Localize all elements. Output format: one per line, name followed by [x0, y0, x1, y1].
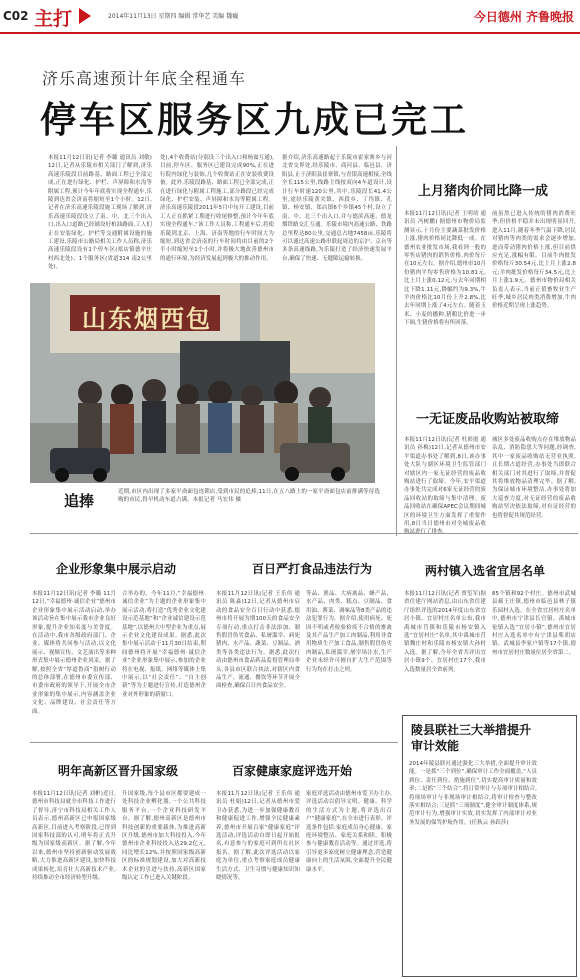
ling-title: 陵县联社三大举措提升审计效能 [411, 723, 532, 753]
lead-subtitle: 济乐高速预计年底全程通车 [42, 69, 247, 88]
section-title: 主打 [34, 8, 73, 30]
food-column-2: 等品、渔品、大病禽品、蜂产品、水产品、肉类、糕点、豆制品、食用油、酱菜、调味品等8类产品的违法犯罪行为。据介绍,使用病死、死因不明或者检验检疫不合格的畜禽及其产品生产加工肉制品,利用非食用物质生产加工食品,制售假冒伪劣肉制品,私屠滥宰,屠宰场注水,生产企业未经许可擅自扩大生产范围等行为均在打击之列。 [306, 591, 392, 673]
lead-column-3: 据介绍,济乐高速路起于乐陵市霍家寨乡与河北省交界处,经乐陵市、商河县、临邑县、济阳县,止于济阳县崔寨镇,与青银高速相接,全线全长115公里,线路主线按双向4车道设计,设计行车时速120公里,其中,乐陵段长41.4公里,途经乐陵黄夹镇、西段乡、丁坞镇、孔镇、杨安镇、郑店镇6个乡镇45个村,设立了南、中、北三个出入口,并与德滨高速、德龙烟铁路交汇互通。乐陵市境内高速公路、铁路总里程达80公里,交通总占地7458亩,乐陵将可以通过高速公路串联起周边的京沪、京台等多条高速线路,为乐陵打造了经济快速发展平台,确保了快速、无缝隙运输转换。 [282, 155, 392, 262]
shop-sign: 山东烟西包 [82, 304, 212, 333]
news-photo [30, 283, 375, 483]
towns-column-2: 85个镇和92个村庄。德州市武城县郝王庄镇,德州市临邑县林子镇乐园村入选。在全省宜居村庄名单中,德州市宁津县长官镇、禹城市伦镇入选“宜居小镇”,德州市宜居村庄入选名单中有宁津县柴胡店镇、武城县李家户镇等17个镇,德州市宜居村庄数量位居全省第二。 [492, 591, 576, 656]
towns-title: 两村镇入选省宜居名单 [425, 564, 546, 578]
column-divider [396, 146, 397, 536]
enterprise-column-2: 合举办的。今年11月,“幸福德州·诚信企业”为主题的企业形象集中展示活动,将打造“优秀企业文化建设示范基地”和“企业诚信建设示范基地”,以德州大中型企业为重点,展示企业文化建设成果。据悉,此次集中展示活动于11月30日结束,期间德州将开展“幸福德州·诚信企业”企业形象集中展示,参加的企业将在电视、报纸、网络等媒体上集中展示,以“社会责任”、“自主创新”等为主题进行宣传,打造德州企业对外形象的新窗口。 [122, 591, 206, 698]
newspaper-logo: 今日德州 齐鲁晚报 [473, 10, 574, 24]
ling-text: 2014年陵县联社通过强化三大举措,全面提升审计效能。一是抓“三个到位”,确保审计工作全面覆盖,“人员到位、责任到位、措施到位”,切实提高审计质量和效率;二是抓“三个结合”,将日常审计与专项审计相结合,将现场审计与非现场审计相结合,将审计检查与整改落实相结合;三是抓“三项制度”,健全审计制度体系,规范审计行为,增强审计实效,切实发挥了内部审计对业务发展的保驾护航作用。(任秋云 孙跃莎) [409, 761, 537, 826]
hitech-column-1: 本报11月12日讯(记者 刘彬)近日,德州市科技局就全市科技工作进行了督导,济宁市科技局相关工作人员表示,德州高新区已申报国家级高新区,目前进入考察阶段,已得到国家科技部的认可,明年将正式升级为国家级高新区。据了解,今年以来,德州市坚持创新驱动发展战略,大力推进高新区建设,加快科技成果转化,培育壮大高新技术产业,持续推动全市经济转型升级。 [32, 791, 116, 882]
pork-column-2: 前虽然已进入传统的猪肉消费旺季,但价格平稳并未出现明显回升,进入11月,随着冬季气温下降,居民对猪肉等肉类的需求会逐步增加,进而带动猪肉价格上涨,但目前供应充足,涨幅有限。目前牛肉批发价格每斤30.54元,比上月上涨2.8元;羊肉批发价格每斤34.5元,比上月上涨1.9元。德州市物价局相关负责人表示,当前正值畜牧业生产旺季,城乡居民肉类消费增加,牛肉价格近期呈现上涨趋势。 [492, 211, 576, 310]
nocert-title: 一无证废品收购站被取缔 [416, 412, 560, 427]
lead-column-1: 本报11月12日讯(记者 李璐 通讯员 刘敏) 12日,记者从乐陵市相关部门了解到,济乐高速乐陵段目前路基、路面工程已全部完成,正在进行绿化、护栏、声屏障和水沟等附属工程,预计今年年底将实现全程通车,乐陵到达省会济南将缩短至1个小时。12日,记者在济乐高速乐陵段施工现场了解到,济乐高速乐陵段设立了南、中、北三个出入口,出入口道路已经铺设好柏油路面,工人们正在安装绿化、护栏等交通附属设施的施工建设,乐陵市公路局相关工作人员称,济乐高速乐陵段设有1个停车区(郑店镇德辛庄村西北处)、1个服务区(省道314 南2公里处)。 [48, 155, 152, 271]
section-arrow-icon [79, 8, 91, 24]
page-header [0, 0, 580, 34]
page-number: C02 [3, 9, 29, 23]
hitech-column-2: 升国家级,每个县市区都要建成一处科技企业孵化器,一个公共科技服务平台,一个企业科技研发平台。据了解,德州高新区是德州市科技创新的重要载体,为推进高新区升级,德州市加大科技投入,今年德州市企业科技投入达29.2亿元,同比增长12%,并按照国家级高新区的标准规划建设,加大对高新技术企业的引进与扶持,高新区国家级认定工作已进入关键阶段。 [122, 791, 206, 882]
section-divider [30, 533, 578, 534]
photo-caption: 近期,市区内出现了多家平斋面包连锁店,受到市民的追捧,11日,在五八路上的一家平斋面包店前排满等待选购的市民,得早机动车道占满。本报记者 马宏伟 摄 [118, 489, 380, 504]
enterprise-column-1: 本报11月12日讯(记者 李璐 11月12日,“幸福德州·诚信企业”德州市企业形象集中展示活动启动,举办该活动旨在集中展示我市企业良好形象,提升企业知名度与美誉度。在活动中,我市各级政府部门、企业、媒体将共同参与活动,以文化展示、视频宣传、文艺演出等多种形式集中展示德州企业风采。据了解,按照全省“厚道鲁商”倡树行动的总体部署,在德州市委宣传部、市委市政府的领导下,开展全市企业形象的集中展示,内容涵盖企业文化、品牌建设、社会责任等方面。 [32, 591, 116, 715]
feature-box [402, 715, 577, 977]
issue-meta: 2014年11月13日 星期四 编辑 常华艺 美编 魏巍 [108, 13, 239, 20]
photo-caption-title: 追捧 [64, 492, 95, 510]
nocert-column-2: 城区多处废品收购点存在堆放物品杂乱、消防隐患大等问题,经调查,其中一家废品收购站无营业执照,且长期占道经营,办事处当即联合相关部门对其进行了取缔,并督促其将堆放物品清理完毕。据了解,为保证城市环境整洁,办事处将加大巡查力度,对无证经营的废品收购站坚决依法取缔,对有证经营的也将督促其规范经营。 [492, 437, 576, 519]
towns-column-1: 本报11月12日讯(记者 贾玺军)据省住建厅网站消息,由山东省住建厅组织评选的2014年度山东省宜居小镇、宜居村庄名单公布,我市禹城市莒镇和乐陵市杨安镇入选“宜居村庄”名单,其中禹城市莒镇魏庄村和乐陵市杨安镇大孙村入选。据了解,今年全省共评出宜居小镇9个、宜居村庄17个,我市入选数量居全省前列。 [404, 591, 486, 673]
nocert-column-1: 本报11月12日讯(记者 杜彩霞 通讯员 孙梅)12日,记者从德州市安平渠道办事处了解到,8日,该办事处大队与湖区环境卫生监管部门对辖区内一家无证经营的废品收购站进行了取缔。今年,安平渠道办事处共完成对6家无证经营的废品回收站的取缔与集中清理。废品回收站在确保APEC会议期间城区的环境卫生方面发挥了重要作用,8日当日德州市对全城废品收 [404, 437, 486, 528]
hitech-title: 明年高新区晋升国家级 [58, 764, 179, 778]
pork-title: 上月猪肉价同比降一成 [418, 184, 549, 199]
health-column-2: 家庭评选活动由德州市爱卫办主办,评选活动以倡导文明、健康、科学的生活方式为主题,将评选出百户“健康家庭”,在全市进行表彰。评选条件包括:家庭成员身心健康、家庭环境整洁、家庭关系和睦、积极参与健康教育活动等。通过评选,将引导更多家庭树立健康理念,营造健康向上的生活氛围,全面提升全民健康水平。 [306, 791, 392, 873]
health-title: 百家健康家庭评选开始 [232, 764, 353, 778]
enterprise-title: 企业形象集中展示启动 [56, 562, 177, 576]
section-divider-2 [30, 742, 398, 743]
health-column-1: 本报11月12日讯(记者 王乐伟 通讯员 杜娟)12日,记者从德州市爱卫办获悉,为进一步加强健康教育和健康促进工作,增强全民健康素养,德州市开展百家“健康家庭”评选活动,评选活动自即日起开始报名,有意参与的家庭可到所在社区报名。据了解,此次评选活动以家庭为单位,重点考察家庭成员健康生活方式、卫生习惯与健康知识知晓情况等。 [216, 791, 300, 882]
lead-column-2: 处),4个收费站(分别设三个出入口和杨寓互通),目前,停车区、服务区已建设完成90%,正在进行院内绿化与装饰,几个收费站正在安装收费设备。此外,乐陵段路基、路面工程已全部完成,正在进行绿化与附属工程施工,部分路段已经完成绿化、护栏安装、声屏障和水沟等附属工程。济乐高速乐陵段2011年5月中旬开工建设,目前工人正在抓紧工期进行收尾修整,预计今年年底实现全程通车,“该工作人员称,工程通车后,将使乐陵到北京、上海、济南等地的行车时间大为缩短,到达省会济南的行车时间将由目前的2个半小时缩短至1个小时,并将极大地改善德州市的通行环境,为经济发展起到极大的推动作用。 [160, 155, 274, 262]
food-title: 百日严打食品违法行为 [252, 562, 373, 576]
pork-column-1: 本报11月12日讯(记者 王明靖 通讯员 冯树鹏) 据德州市物价局监测显示,十月份主要蔬菜批发价格上涨,猪肉价格同比降低一成。在德州农业批发市场,我看到一般的零售店猪肉的销售价格,肉价每斤在10元左右。据介绍,德州市10月份猪肉平均零售价格为10.81元,比上月上涨0.12元,与去年同期相比下降1.11元,降幅约为9.3%,牛羊肉价格比10月份上升2.8%,比去年同期上涨了4元左右。随着玉米、小麦的播种,猪粮比价进一步下调,生猪价格将有所回落。 [404, 211, 486, 327]
lead-headline: 停车区服务区九成已完工 [40, 100, 470, 141]
food-column-1: 本报11月12日讯(记者 王乐伟 通讯员 陈淼)12日,记者从德州市启动的食品安全百日行动中获悉,德州市将开展为期100天的食品安全专项行动,重点打击非法添加、制售假冒伪劣食品、私屠滥宰、病死猪肉、水产品、蔬菜、豆制品、酒类等各类违法行为。据悉,此次行动由德州市食品药品监督管理局牵头,各县市区联合执法,对辖区内食品生产、流通、餐饮等环节开展全面检查,确保百日内食品安全。 [216, 591, 300, 690]
